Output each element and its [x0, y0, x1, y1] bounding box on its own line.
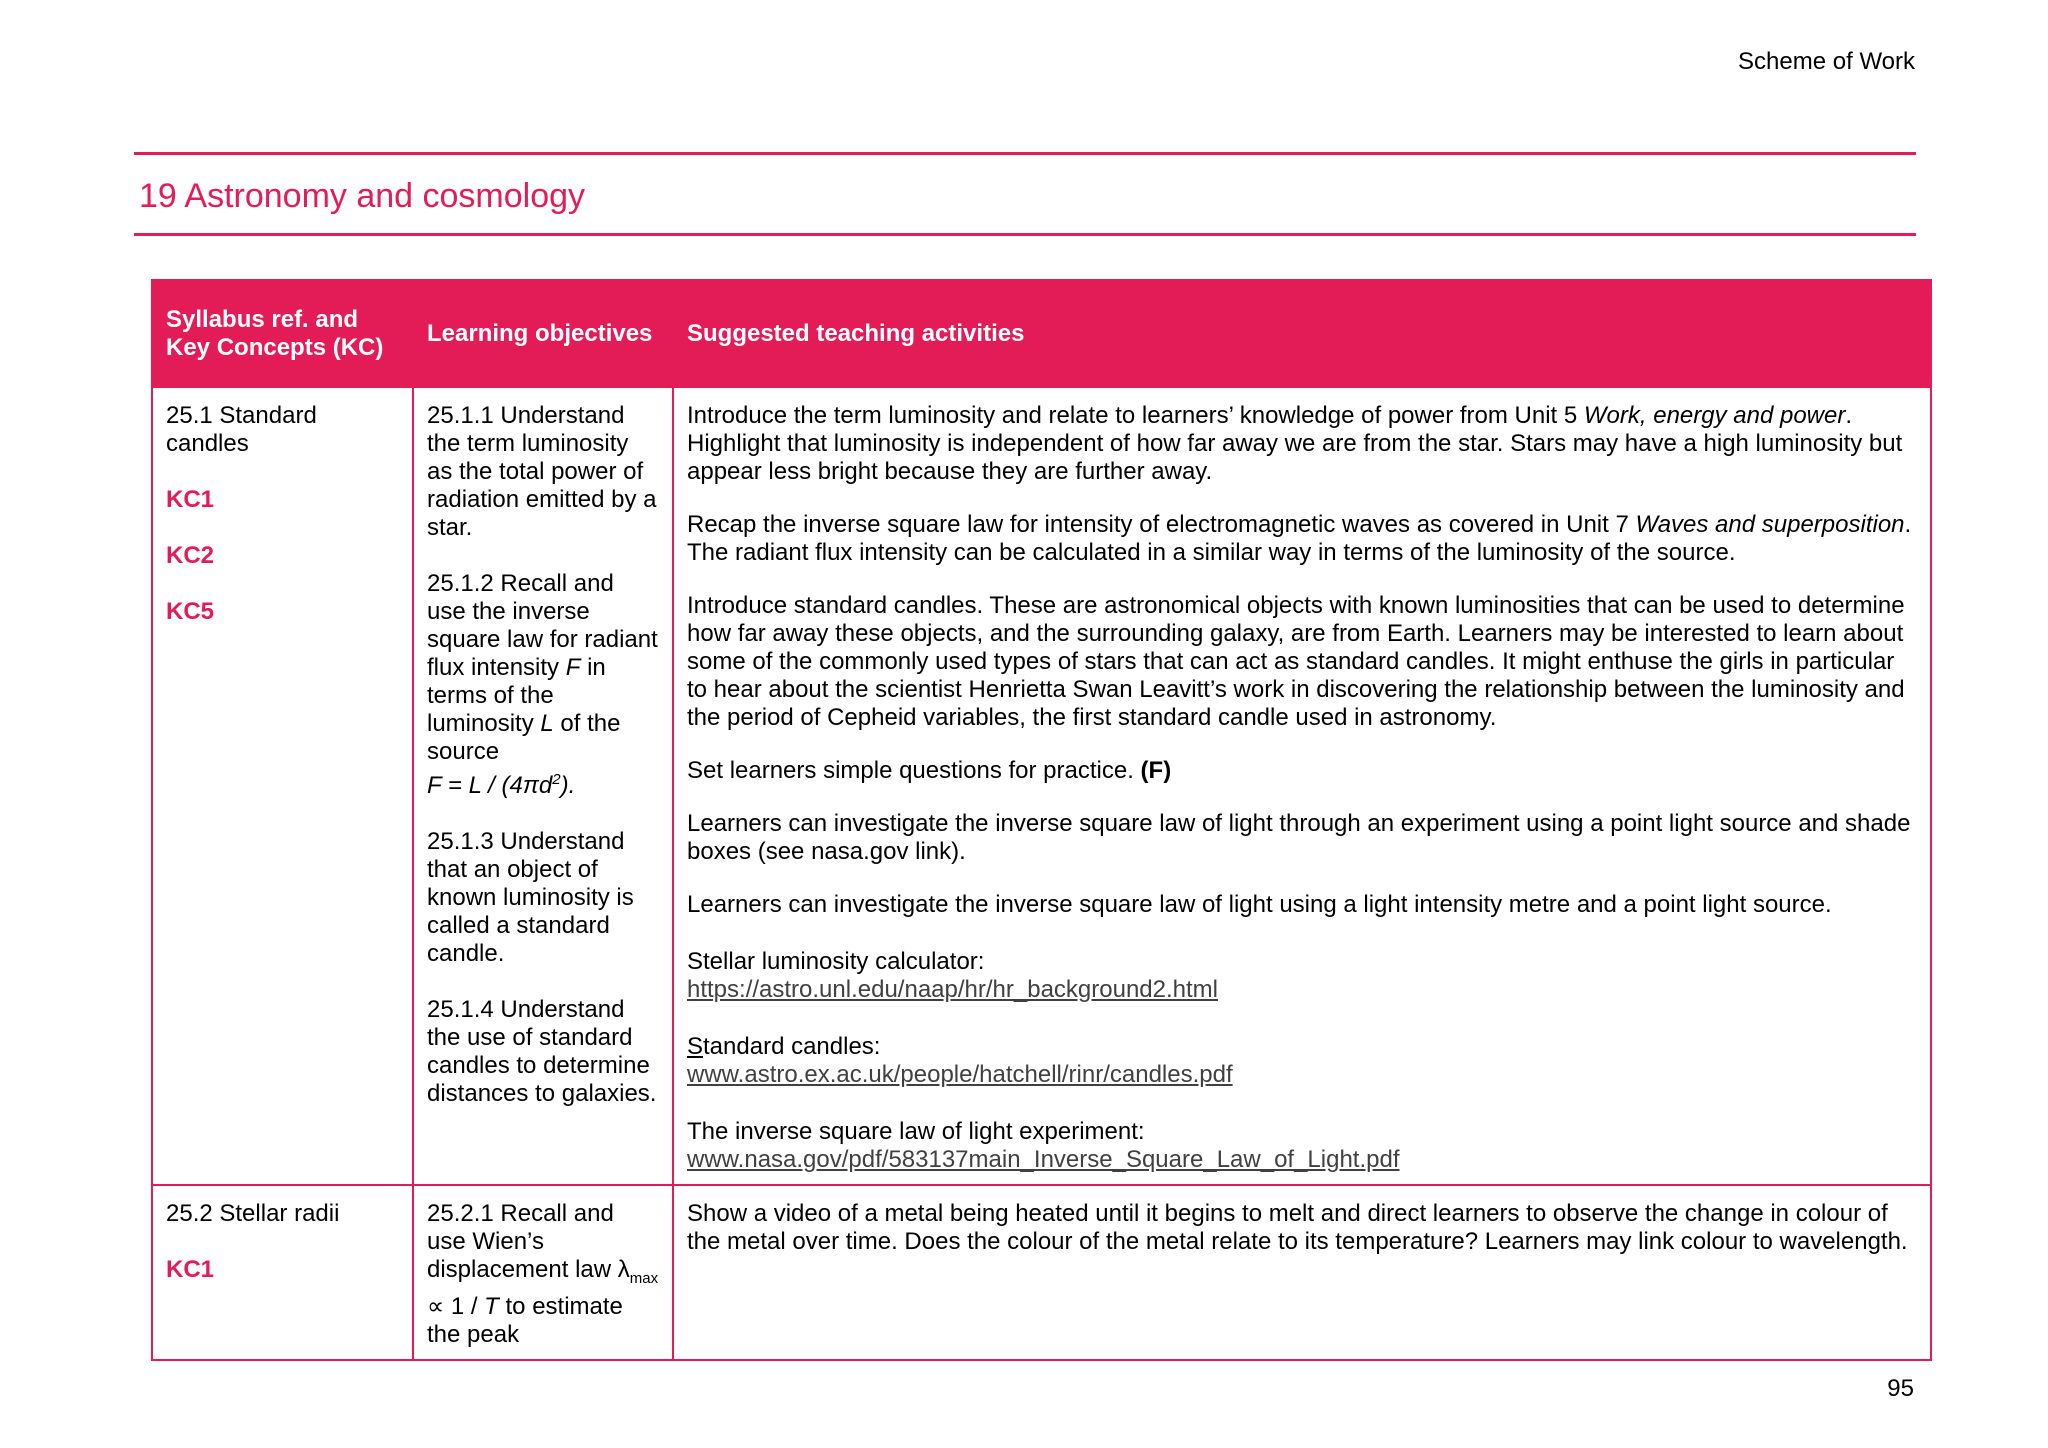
- scheme-of-work-table: [151, 279, 1932, 1361]
- page-number: 95: [1887, 1375, 1914, 1402]
- inverse-square-experiment-link[interactable]: www.nasa.gov/pdf/583137main_Inverse_Square_Law_of_Light.pdf: [687, 1146, 1400, 1173]
- activity-paragraph: Learners can investigate the inverse square law of light through an experiment using a point light source and shade boxes (see nasa.gov link).: [687, 810, 1911, 865]
- stellar-luminosity-link[interactable]: https://astro.unl.edu/naap/hr/hr_background2.html: [687, 976, 1218, 1003]
- syllabus-ref: 25.2 Stellar radii: [166, 1200, 340, 1227]
- title-top-rule: [134, 152, 1916, 155]
- title-bottom-rule: [134, 233, 1916, 236]
- resource-block: [687, 1118, 1917, 1174]
- activity-paragraph: Show a video of a metal being heated until it begins to melt and direct learners to observe the change in colour of the metal over time. Does the colour of the metal relate to its temperature? Learners may link colour to wavelength.: [687, 1200, 1908, 1255]
- teaching-activities-cell: [673, 1185, 1931, 1360]
- key-concept-badge: KC1: [166, 486, 215, 513]
- table-row: [152, 1185, 1931, 1360]
- resource-label: Standard candles:: [687, 1033, 881, 1060]
- table-header-row: [152, 280, 1931, 387]
- objective-25-1-3: 25.1.3 Understand that an object of known luminosity is called a standard candle.: [427, 828, 634, 967]
- learning-objectives-cell: [413, 1185, 673, 1360]
- key-concept-badge: KC5: [166, 598, 215, 625]
- objective-25-1-4: 25.1.4 Understand the use of standard candles to determine distances to galaxies.: [427, 996, 657, 1107]
- objective-25-1-1: 25.1.1 Understand the term luminosity as the total power of radiation emitted by a star.: [427, 402, 657, 541]
- document-header-label: Scheme of Work: [1738, 48, 1915, 75]
- resource-block: [687, 1033, 1917, 1089]
- resource-label: The inverse square law of light experiment:: [687, 1118, 1145, 1145]
- header-syllabus-ref-line2: Key Concepts (KC): [166, 333, 384, 361]
- learning-objectives-cell: [413, 387, 673, 1185]
- activity-paragraph: Recap the inverse square law for intensity of electromagnetic waves as covered in Unit 7 Waves and superposition. The radiant flux intensity can be calculated in a similar way in terms of the luminosity of the source.: [687, 511, 1912, 566]
- standard-candles-link[interactable]: www.astro.ex.ac.uk/people/hatchell/rinr/candles.pdf: [687, 1061, 1233, 1088]
- syllabus-ref-cell: [152, 1185, 413, 1360]
- objective-25-1-2: 25.1.2 Recall and use the inverse square law for radiant flux intensity F in terms of the luminosity L of the source $F = L / (4\pi d^2)$.: [427, 570, 658, 799]
- activity-paragraph: Introduce standard candles. These are astronomical objects with known luminosities that can be used to determine how far away these objects, and the surrounding galaxy, are from Earth. Learners may be interested to learn about some of the commonly used types of stars that can act as standard candles. It might enthuse the girls in particular to hear about the scientist Henrietta Swan Leavitt’s work in discovering the relationship between the luminosity and the period of Cepheid variables, the first standard candle used in astronomy.: [687, 592, 1905, 731]
- syllabus-ref-cell: [152, 387, 413, 1185]
- teaching-activities-cell: [673, 387, 1931, 1185]
- table-row: [152, 387, 1931, 1185]
- header-learning-objectives: Learning objectives: [413, 280, 673, 387]
- activity-paragraph: Learners can investigate the inverse square law of light using a light intensity metre and a point light source.: [687, 891, 1832, 918]
- inverse-square-formula: $F = L / (4\pi d^2)$.: [427, 771, 576, 799]
- syllabus-ref: 25.1 Standard candles: [166, 402, 317, 457]
- resource-block: [687, 948, 1917, 1004]
- key-concept-badge: KC1: [166, 1256, 215, 1283]
- activity-paragraph: Introduce the term luminosity and relate to learners’ knowledge of power from Unit 5 Work, energy and power. Highlight that luminosity is independent of how far away we are from the star. Stars may have a high luminosity but appear less bright because they are further away.: [687, 402, 1903, 485]
- page-title: 19 Astronomy and cosmology: [139, 177, 586, 215]
- header-syllabus-ref: [152, 280, 413, 387]
- key-concept-badge: KC2: [166, 542, 215, 569]
- resource-label: Stellar luminosity calculator:: [687, 948, 985, 975]
- activity-paragraph: Set learners simple questions for practice. (F): [687, 757, 1172, 784]
- header-teaching-activities: Suggested teaching activities: [673, 280, 1931, 387]
- objective-25-2-1: 25.2.1 Recall and use Wien’s displacement law $\lambda_{max} \propto 1 / T$ to estimate the peak: [427, 1200, 659, 1348]
- header-syllabus-ref-line1: Syllabus ref. and: [166, 305, 359, 333]
